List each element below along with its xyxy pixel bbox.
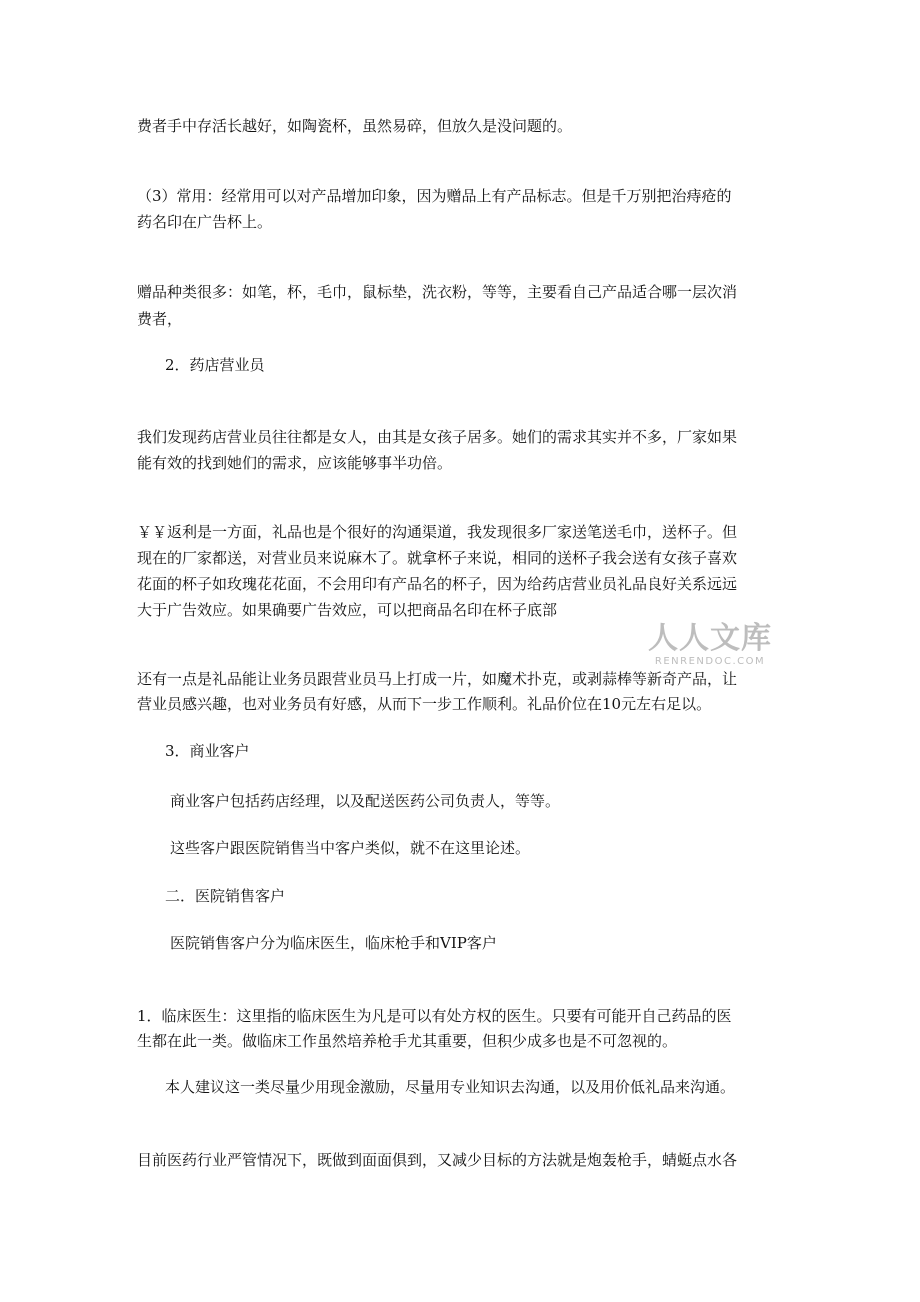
text-line: （3）常用：经常用可以对产品增加印象，因为赠品上有产品标志。但是千万别把治痔疮的 <box>137 187 732 205</box>
text-line: 这些客户跟医院销售当中客户类似，就不在这里论述。 <box>170 839 531 857</box>
text-line: 费者手中存活长越好，如陶瓷杯，虽然易碎，但放久是没问题的。 <box>137 117 573 135</box>
text-line: 现在的厂家都送，对营业员来说麻木了。就拿杯子来说，相同的送杯子我会送有女孩子喜欢 <box>137 549 738 567</box>
section-heading: 2．药店营业员 <box>165 356 265 374</box>
text-line: 目前医药行业严管情况下，既做到面面俱到，又减少目标的方法就是炮轰枪手，蜻蜓点水各 <box>137 1151 738 1169</box>
text-line: 医院销售客户分为临床医生，临床枪手和VIP客户 <box>170 934 497 952</box>
watermark-subtitle: RENRENDOC.COM <box>654 656 766 667</box>
text-line: 我们发现药店营业员往往都是女人，由其是女孩子居多。她们的需求其实并不多，厂家如果 <box>137 428 738 446</box>
text-line: 生都在此一类。做临床工作虽然培养枪手尤其重要，但积少成多也是不可忽视的。 <box>137 1032 678 1050</box>
text-line: 营业员感兴趣，也对业务员有好感，从而下一步工作顺利。礼品价位在10元左右足以。 <box>137 695 712 713</box>
watermark-title: 人人文库 <box>648 621 772 656</box>
text-line: ￥￥返利是一方面，礼品也是个很好的沟通渠道，我发现很多厂家送笔送毛巾，送杯子。但 <box>137 523 738 541</box>
text-line: 本人建议这一类尽量少用现金激励，尽量用专业知识去沟通，以及用价低礼品来沟通。 <box>165 1078 736 1096</box>
text-line: 花面的杯子如玫瑰花花面，不会用印有产品名的杯子，因为给药店营业员礼品良好关系远远 <box>137 575 738 593</box>
text-line: 费者， <box>137 310 183 328</box>
text-line: 药名印在广告杯上。 <box>137 213 273 231</box>
watermark-logo <box>644 622 776 668</box>
text-line: 还有一点是礼品能让业务员跟营业员马上打成一片，如魔术扑克，或剥蒜棒等新奇产品，让 <box>137 670 738 688</box>
text-line: 1．临床医生：这里指的临床医生为凡是可以有处方权的医生。只要有可能开自己药品的医 <box>137 1007 732 1025</box>
text-line: 商业客户包括药店经理，以及配送医药公司负责人，等等。 <box>170 792 561 810</box>
section-heading: 二．医院销售客户 <box>165 887 286 905</box>
text-line: 赠品种类很多：如笔，杯，毛巾，鼠标垫，洗衣粉，等等，主要看自己产品适合哪一层次消 <box>137 283 738 301</box>
section-heading: 3．商业客户 <box>165 742 250 760</box>
text-line: 大于广告效应。如果确要广告效应，可以把商品名印在杯子底部 <box>137 601 558 619</box>
text-line: 能有效的找到她们的需求，应该能够事半功倍。 <box>137 454 453 472</box>
